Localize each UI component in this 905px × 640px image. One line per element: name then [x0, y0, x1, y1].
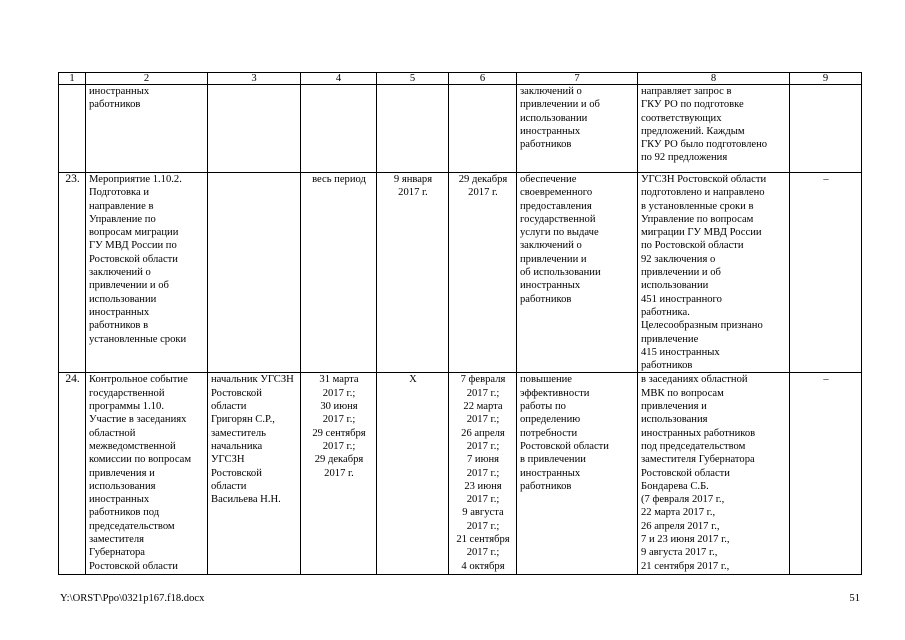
cell-line: 9 августа 2017 г.,	[641, 547, 718, 559]
cell-start-date	[377, 85, 449, 173]
col-header: 8	[638, 73, 790, 85]
cell-line: 30 июня	[320, 401, 358, 413]
cell-line: в заседаниях областной	[641, 374, 748, 386]
cell-line: 2017 г.	[398, 187, 428, 199]
cell-line: использования	[89, 480, 156, 492]
cell-line: работников	[520, 293, 572, 305]
cell-number: 24.	[59, 373, 86, 575]
cell-line: 2017 г.;	[322, 414, 356, 426]
cell-line: 29 декабря	[314, 454, 364, 466]
cell-line: предоставления	[520, 200, 592, 212]
cell-line: использования	[641, 414, 708, 426]
cell-period	[301, 173, 377, 373]
cell-line: 21 сентября	[456, 534, 510, 546]
cell-line: 31 марта	[319, 374, 359, 386]
cell-period	[301, 85, 377, 173]
report-table	[58, 72, 862, 575]
cell-line: 2017 г.	[324, 467, 354, 479]
cell-number: 23.	[59, 173, 86, 373]
cell-line: государственной	[520, 213, 596, 225]
cell-line: заместитель	[211, 427, 267, 439]
cell-line: 7 февраля	[460, 374, 506, 386]
cell-line: эффективности	[520, 387, 590, 399]
cell-line: работников в	[89, 320, 149, 332]
cell-line: УГСЗН Ростовской области	[641, 174, 767, 185]
cell-period	[301, 373, 377, 575]
cell-number	[59, 85, 86, 173]
cell-end-date	[449, 373, 517, 575]
cell-line: председательством	[89, 520, 175, 532]
cell-line: –	[823, 374, 829, 386]
cell-line: 7 июня	[466, 454, 500, 466]
cell-line: 451 иностранного	[641, 293, 722, 305]
table-row	[59, 173, 862, 373]
cell-line: иностранных	[520, 467, 581, 479]
cell-line: 23 июня	[464, 480, 502, 492]
cell-line: 2017 г.;	[466, 387, 500, 399]
cell-line: своевременного	[520, 187, 593, 199]
cell-line: Управление по вопросам	[641, 213, 754, 225]
cell-line: Мероприятие 1.10.2.	[89, 174, 182, 185]
cell-line: 26 апреля 2017 г.,	[641, 520, 720, 532]
cell-line: обеспечение	[520, 174, 577, 185]
cell-actual-result	[638, 85, 790, 173]
cell-line: привлечения и	[641, 401, 707, 413]
cell-line: Ростовской	[211, 387, 262, 399]
cell-line: Ростовской области	[89, 560, 178, 572]
cell-line: миграции ГУ МВД России	[641, 227, 762, 239]
cell-line: работы по	[520, 401, 566, 413]
cell-line: иностранных	[89, 86, 150, 97]
cell-responsible	[208, 373, 301, 575]
cell-line: –	[823, 174, 829, 185]
cell-problems	[790, 373, 862, 575]
cell-line: привлечении и	[520, 253, 587, 265]
cell-line: работников	[641, 360, 693, 372]
cell-event	[86, 373, 208, 575]
cell-line: Ростовской	[211, 467, 262, 479]
cell-line: по Ростовской области	[641, 240, 744, 252]
cell-line: в установленные сроки в	[641, 200, 754, 212]
cell-line: области	[211, 480, 247, 492]
cell-line: 29 сентября	[312, 427, 366, 439]
cell-line: привлечении и об	[520, 99, 600, 111]
cell-line: начальника	[211, 440, 263, 452]
cell-problems	[790, 173, 862, 373]
cell-line: 9 августа	[462, 507, 504, 519]
cell-line: работников под	[89, 507, 160, 519]
cell-line: 2017 г.;	[322, 387, 356, 399]
cell-line: 2017 г.;	[322, 440, 356, 452]
cell-line: 2017 г.;	[466, 494, 500, 506]
cell-line: использовании	[520, 112, 588, 124]
cell-responsible	[208, 85, 301, 173]
cell-line: ГКУ РО было подготовлено	[641, 139, 768, 151]
cell-planned-result	[517, 85, 638, 173]
cell-line: комиссии по вопросам	[89, 454, 192, 466]
cell-line: 9 января	[393, 174, 433, 185]
col-header: 6	[449, 73, 517, 85]
cell-line: предложений. Каждым	[641, 125, 745, 137]
cell-line: потребности	[520, 427, 578, 439]
cell-line: Губернатора	[89, 547, 146, 559]
cell-line: установленные сроки	[89, 333, 187, 345]
cell-line: областной	[89, 427, 136, 439]
cell-line: ГУ МВД России по	[89, 240, 177, 252]
cell-line: межведомственной	[89, 440, 176, 452]
cell-line: 2017 г.;	[466, 520, 500, 532]
cell-line: работников	[89, 99, 141, 111]
cell-line: 26 апреля	[461, 427, 505, 439]
cell-actual-result	[638, 173, 790, 373]
cell-line: повышение	[520, 374, 572, 386]
cell-line: весь период	[312, 174, 366, 185]
cell-line: услуги по выдаче	[520, 227, 599, 239]
cell-line: (7 февраля 2017 г.,	[641, 494, 725, 506]
cell-line: иностранных	[89, 306, 150, 318]
cell-line: использовании	[641, 280, 709, 292]
cell-line: программы 1.10.	[89, 401, 164, 413]
cell-line: определению	[520, 414, 581, 426]
cell-line: Контрольное событие	[89, 374, 188, 386]
cell-line: заключений о	[520, 240, 582, 252]
cell-line: 4 октября	[461, 560, 505, 572]
cell-line: 2017 г.;	[466, 547, 500, 559]
cell-line: иностранных работников	[641, 427, 756, 439]
cell-line: 2017 г.	[468, 187, 498, 199]
table-row	[59, 373, 862, 575]
cell-line: Подготовка и	[89, 187, 150, 199]
col-header: 3	[208, 73, 301, 85]
cell-line: 22 марта	[463, 401, 503, 413]
cell-planned-result	[517, 173, 638, 373]
col-header: 5	[377, 73, 449, 85]
cell-line: УГСЗН	[211, 454, 245, 466]
cell-line: по 92 предложения	[641, 152, 728, 164]
cell-line: направляет запрос в	[641, 86, 732, 97]
cell-line: заместителя	[89, 534, 145, 546]
cell-line: 22 марта 2017 г.,	[641, 507, 716, 519]
cell-line: ГКУ РО по подготовке	[641, 99, 744, 111]
page-number: 51	[849, 593, 860, 604]
col-header: 9	[790, 73, 862, 85]
cell-line: 7 и 23 июня 2017 г.,	[641, 534, 730, 546]
col-header: 2	[86, 73, 208, 85]
cell-line: начальник УГСЗН	[211, 374, 294, 386]
cell-line: работников	[520, 480, 572, 492]
cell-line: области	[211, 401, 247, 413]
cell-line: Бондарева С.Б.	[641, 480, 709, 492]
cell-line: привлечении и об	[89, 280, 169, 292]
cell-line: 29 декабря	[458, 174, 508, 185]
cell-start-date	[377, 373, 449, 575]
cell-line: Григорян С.Р.,	[211, 414, 275, 426]
cell-line: Васильева Н.Н.	[211, 494, 281, 506]
cell-line: привлечения и	[89, 467, 155, 479]
cell-start-date	[377, 173, 449, 373]
cell-line: Участие в заседаниях	[89, 414, 187, 426]
cell-line: Управление по	[89, 213, 156, 225]
cell-line: заключений о	[520, 86, 582, 97]
col-header: 7	[517, 73, 638, 85]
cell-line: 92 заключения о	[641, 253, 716, 265]
cell-line: Ростовской области	[520, 440, 609, 452]
cell-end-date	[449, 173, 517, 373]
cell-end-date	[449, 85, 517, 173]
cell-event	[86, 173, 208, 373]
cell-line: привлечении и об	[641, 267, 721, 279]
cell-line: 2017 г.;	[466, 467, 500, 479]
cell-event	[86, 85, 208, 173]
cell-line: направление в	[89, 200, 154, 212]
cell-actual-result	[638, 373, 790, 575]
cell-line: заключений о	[89, 267, 151, 279]
cell-line: МВК по вопросам	[641, 387, 724, 399]
cell-line: Ростовской области	[641, 467, 730, 479]
cell-planned-result	[517, 373, 638, 575]
column-number-row	[59, 73, 862, 85]
cell-line: подготовлено и направлено	[641, 187, 765, 199]
cell-line: работников	[520, 139, 572, 151]
cell-line: 2017 г.;	[466, 414, 500, 426]
cell-line: Ростовской области	[89, 253, 178, 265]
cell-line: иностранных	[89, 494, 150, 506]
cell-line: 2017 г.;	[466, 440, 500, 452]
cell-line: соответствующих	[641, 112, 722, 124]
cell-line: использовании	[89, 293, 157, 305]
cell-line: 21 сентября 2017 г.,	[641, 560, 730, 572]
col-header: 1	[59, 73, 86, 85]
cell-line: государственной	[89, 387, 165, 399]
footer-file-path: Y:\ORST\Ppo\0321p167.f18.docx	[60, 593, 205, 604]
cell-line: об использовании	[520, 267, 601, 279]
cell-line: в привлечении	[520, 454, 586, 466]
cell-responsible	[208, 173, 301, 373]
cell-line: X	[409, 374, 417, 386]
cell-line: под председательством	[641, 440, 746, 452]
cell-line: вопросам миграции	[89, 227, 179, 239]
cell-line: заместителя Губернатора	[641, 454, 755, 466]
col-header: 4	[301, 73, 377, 85]
table-row	[59, 85, 862, 173]
cell-line: 415 иностранных	[641, 346, 720, 358]
cell-line: иностранных	[520, 125, 581, 137]
cell-line: Целесообразным признано	[641, 320, 763, 332]
cell-line: привлечение	[641, 333, 699, 345]
cell-problems	[790, 85, 862, 173]
cell-line: иностранных	[520, 280, 581, 292]
cell-line: работника.	[641, 306, 690, 318]
